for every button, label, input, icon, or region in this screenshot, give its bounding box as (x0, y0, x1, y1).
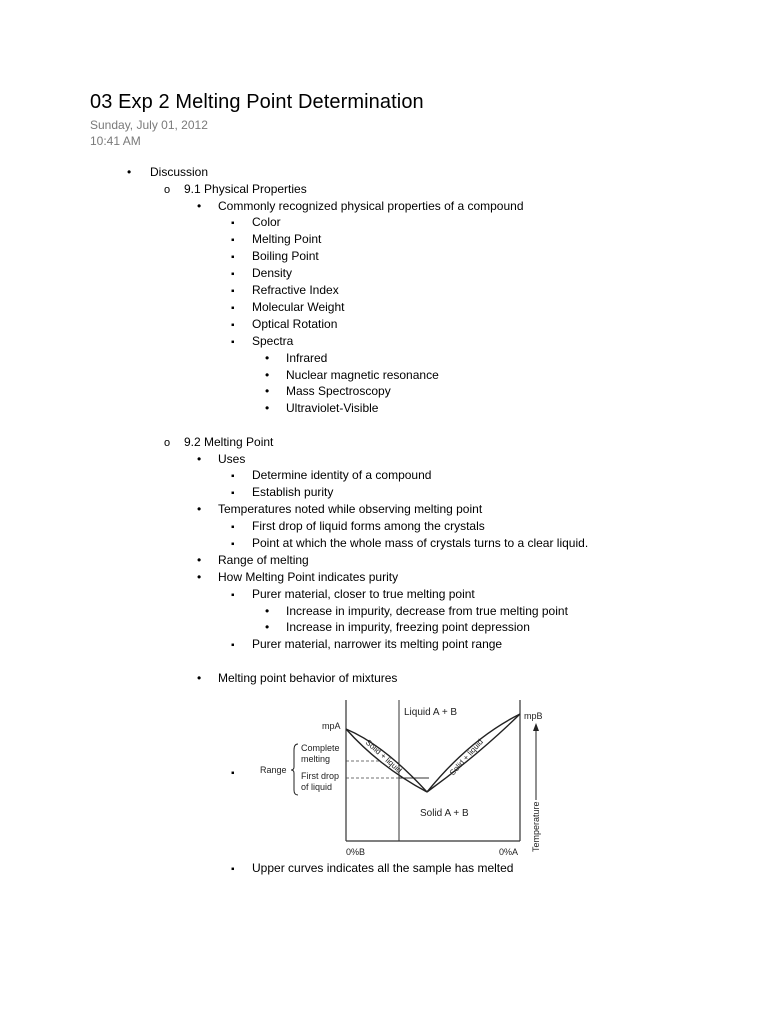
outline-item: Determine identity of a compound (252, 468, 432, 482)
bullet-marker (197, 199, 201, 213)
outline-item: Purer material, narrower its melting point range (252, 637, 503, 651)
outline-item: Ultraviolet-Visible (286, 401, 379, 415)
outline-item: Molecular Weight (252, 300, 345, 314)
temperature-label: Temperature (531, 801, 541, 852)
phase-diagram (252, 695, 554, 861)
outline-item: First drop of liquid forms among the crystals (252, 519, 485, 533)
bullet-marker (265, 401, 269, 415)
outline-item: Nuclear magnetic resonance (286, 368, 439, 382)
bullet-marker (231, 536, 235, 552)
outline-item: Spectra (252, 334, 294, 348)
temperature-arrow-head (533, 723, 539, 731)
bullet-marker (231, 861, 235, 877)
x-left-label: 0%B (346, 847, 366, 857)
page-time: 10:41 AM (90, 134, 141, 148)
left-region-label: Solid + liquid (363, 737, 404, 775)
x-right-label: 0%A (499, 847, 519, 857)
page-title: 03 Exp 2 Melting Point Determination (90, 91, 424, 113)
bullet-marker (265, 604, 269, 618)
bullet-marker (231, 266, 235, 282)
outline-item: Melting point behavior of mixtures (218, 671, 398, 685)
bullet-marker (265, 351, 269, 365)
complete-melting-label-1: Complete (301, 743, 340, 753)
outline-item: Discussion (150, 165, 209, 179)
first-drop-label-1: First drop (301, 771, 340, 781)
outline-item: Mass Spectroscopy (286, 384, 391, 398)
bullet-marker (265, 384, 269, 398)
bullet-marker (197, 671, 201, 685)
bullet-marker (231, 215, 235, 231)
bullet-marker (231, 334, 235, 350)
outline-item: Density (252, 266, 293, 280)
right-region-label: Solid + liquid (447, 737, 485, 778)
bullet-marker (231, 283, 235, 299)
bullet-marker (127, 165, 131, 179)
bullet-marker (231, 249, 235, 265)
bullet-marker (231, 587, 235, 603)
outline-item: Upper curves indicates all the sample has melted (252, 861, 514, 875)
bullet-marker (197, 502, 201, 516)
outline-item: Commonly recognized physical properties of a compound (218, 199, 524, 213)
outline-item: Purer material, closer to true melting point (252, 587, 475, 601)
outline-item: Range of melting (218, 553, 309, 567)
outline-item: Infrared (286, 351, 328, 365)
bullet-marker (231, 468, 235, 484)
bullet-marker (231, 637, 235, 653)
mpb-label: mpB (524, 711, 543, 721)
range-brace (291, 744, 298, 795)
outline-item: 9.2 Melting Point (184, 435, 274, 449)
bullet-marker (265, 620, 269, 634)
bullet-marker (164, 435, 170, 450)
bullet-marker (231, 519, 235, 535)
bullet-marker (231, 485, 235, 501)
solid-label: Solid A + B (420, 808, 469, 819)
first-drop-label-2: of liquid (301, 782, 333, 792)
outline-item: Refractive Index (252, 283, 339, 297)
outline-item: Increase in impurity, decrease from true melting point (286, 604, 568, 618)
outline-item: Color (252, 215, 281, 229)
outline-item: Temperatures noted while observing melting point (218, 502, 483, 516)
bullet-marker (197, 452, 201, 466)
bullet-marker (231, 765, 235, 781)
outline-item: Melting Point (252, 232, 322, 246)
outline-item: How Melting Point indicates purity (218, 570, 399, 584)
bullet-marker (231, 232, 235, 248)
bullet-marker (164, 182, 170, 197)
bullet-marker (197, 570, 201, 584)
range-label: Range (260, 765, 287, 775)
complete-melting-label-2: melting (301, 754, 331, 764)
mpa-label: mpA (322, 721, 341, 731)
outline-item: Point at which the whole mass of crystals turns to a clear liquid. (252, 536, 589, 550)
phase-diagram-figure (252, 695, 554, 861)
page-date: Sunday, July 01, 2012 (90, 118, 208, 132)
bullet-marker (197, 553, 201, 567)
outline-item: Establish purity (252, 485, 334, 499)
bullet-marker (265, 368, 269, 382)
outline-item: 9.1 Physical Properties (184, 182, 307, 196)
outline-item: Optical Rotation (252, 317, 338, 331)
outline-item: Boiling Point (252, 249, 319, 263)
outline-item: Uses (218, 452, 246, 466)
liquid-label: Liquid A + B (404, 707, 458, 718)
outline-item: Increase in impurity, freezing point depression (286, 620, 530, 634)
bullet-marker (231, 317, 235, 333)
bullet-marker (231, 300, 235, 316)
